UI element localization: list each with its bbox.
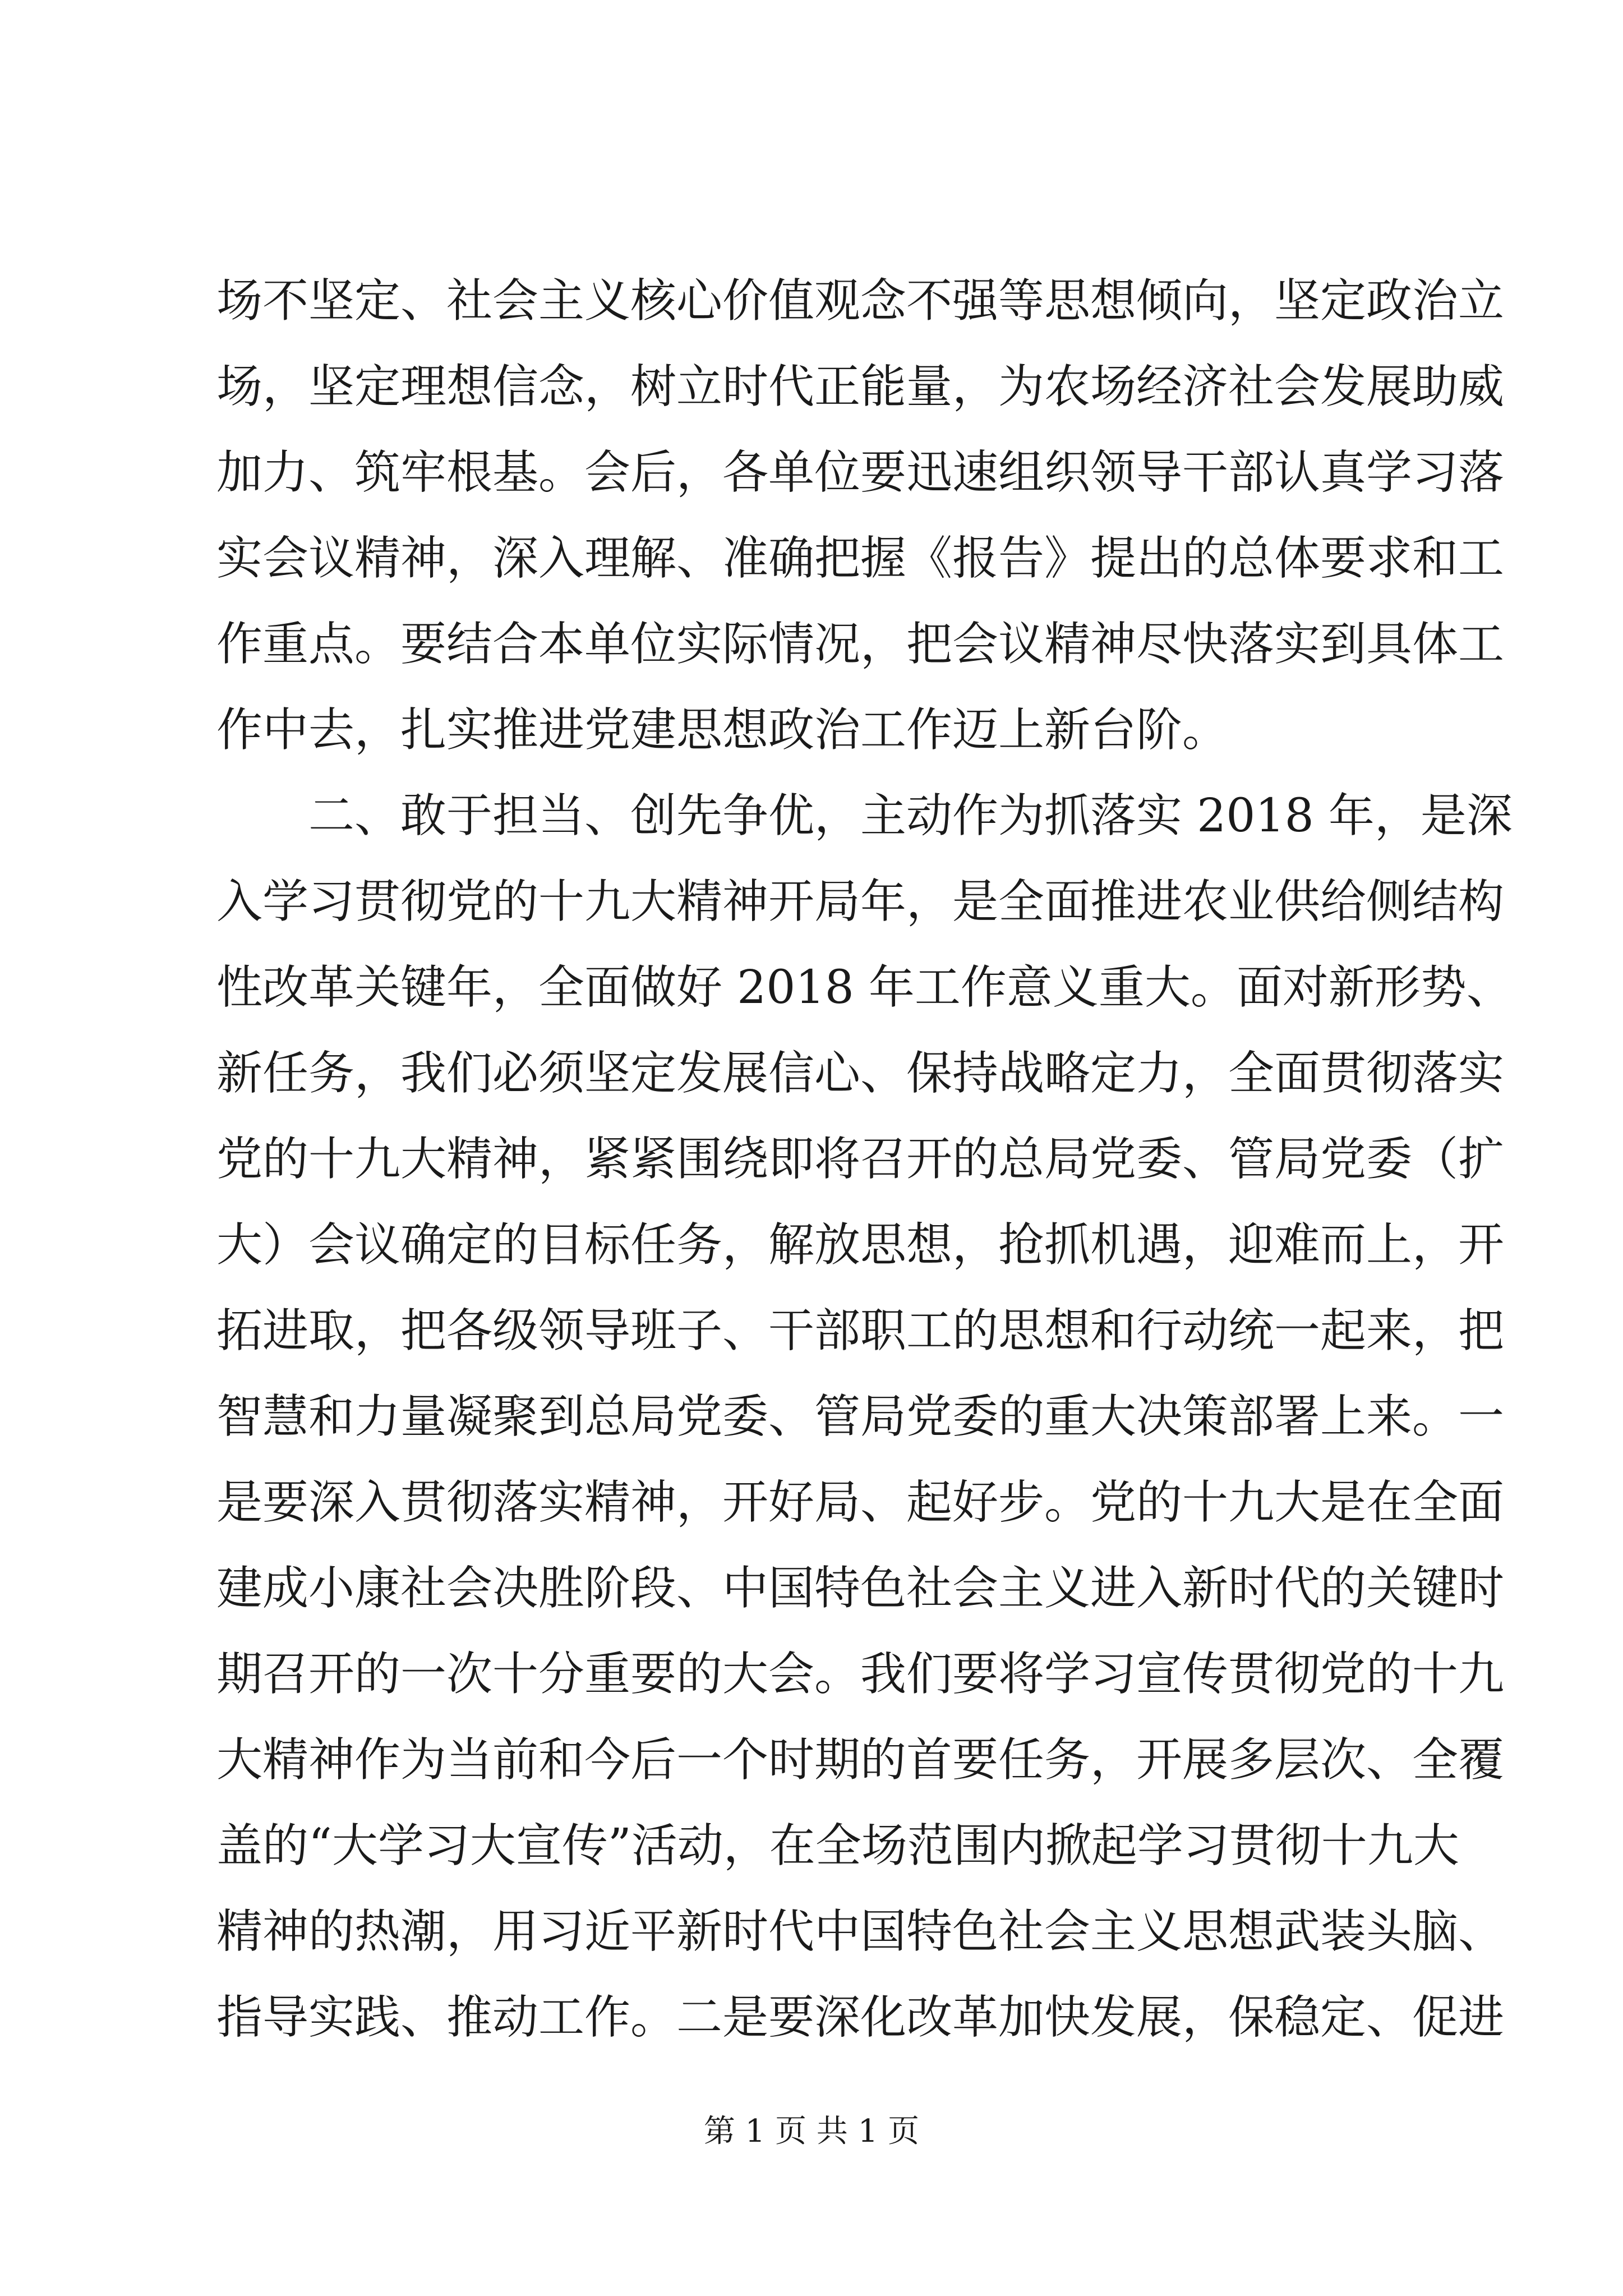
text-line: 盖的“大学习大宣传”活动，在全场范围内掀起学习贯彻十九大 bbox=[216, 1819, 1459, 1872]
text-line: 实会议精神，深入理解、准确把握《报告》提出的总体要求和工 bbox=[216, 532, 1505, 585]
text-line: 指导实践、推动工作。二是要深化改革加快发展，保稳定、促进 bbox=[216, 1991, 1505, 2044]
text-line: 场不坚定、社会主义核心价值观念不强等思想倾向，坚定政治立 bbox=[216, 274, 1505, 328]
text-line: 作重点。要结合本单位实际情况，把会议精神尽快落实到具体工 bbox=[216, 618, 1505, 671]
text-line: 加力、筑牢根基。会后，各单位要迅速组织领导干部认真学习落 bbox=[216, 446, 1505, 499]
text-line: 性改革关键年，全面做好 2018 年工作意义重大。面对新形势、 bbox=[216, 961, 1513, 1014]
text-line: 智慧和力量凝聚到总局党委、管局党委的重大决策部署上来。一 bbox=[216, 1390, 1505, 1443]
text-line: 二、敢于担当、创先争优，主动作为抓落实 2018 年，是深 bbox=[216, 789, 1513, 843]
text-line: 是要深入贯彻落实精神，开好局、起好步。党的十九大是在全面 bbox=[216, 1476, 1505, 1529]
text-line: 作中去，扎实推进党建思想政治工作迈上新台阶。 bbox=[216, 703, 1229, 757]
text-line: 新任务，我们必须坚定发展信心、保持战略定力，全面贯彻落实 bbox=[216, 1047, 1505, 1100]
text-line: 党的十九大精神，紧紧围绕即将召开的总局党委、管局党委（扩 bbox=[216, 1133, 1505, 1186]
document-body bbox=[216, 258, 1513, 2060]
text-line: 期召开的一次十分重要的大会。我们要将学习宣传贯彻党的十九 bbox=[216, 1648, 1505, 1701]
text-line: 建成小康社会决胜阶段、中国特色社会主义进入新时代的关键时 bbox=[216, 1562, 1505, 1615]
text-line: 精神的热潮，用习近平新时代中国特色社会主义思想武装头脑、 bbox=[216, 1905, 1505, 1958]
text-line: 大精神作为当前和今后一个时期的首要任务，开展多层次、全覆 bbox=[216, 1733, 1505, 1787]
text-line: 大）会议确定的目标任务，解放思想，抢抓机遇，迎难而上，开 bbox=[216, 1218, 1505, 1272]
text-line: 场，坚定理想信念，树立时代正能量，为农场经济社会发展助威 bbox=[216, 360, 1505, 413]
text-line: 拓进取，把各级领导班子、干部职工的思想和行动统一起来，把 bbox=[216, 1304, 1505, 1358]
page-footer: 第 1 页 共 1 页 bbox=[703, 2113, 920, 2150]
text-line: 入学习贯彻党的十九大精神开局年，是全面推进农业供给侧结构 bbox=[216, 875, 1505, 928]
